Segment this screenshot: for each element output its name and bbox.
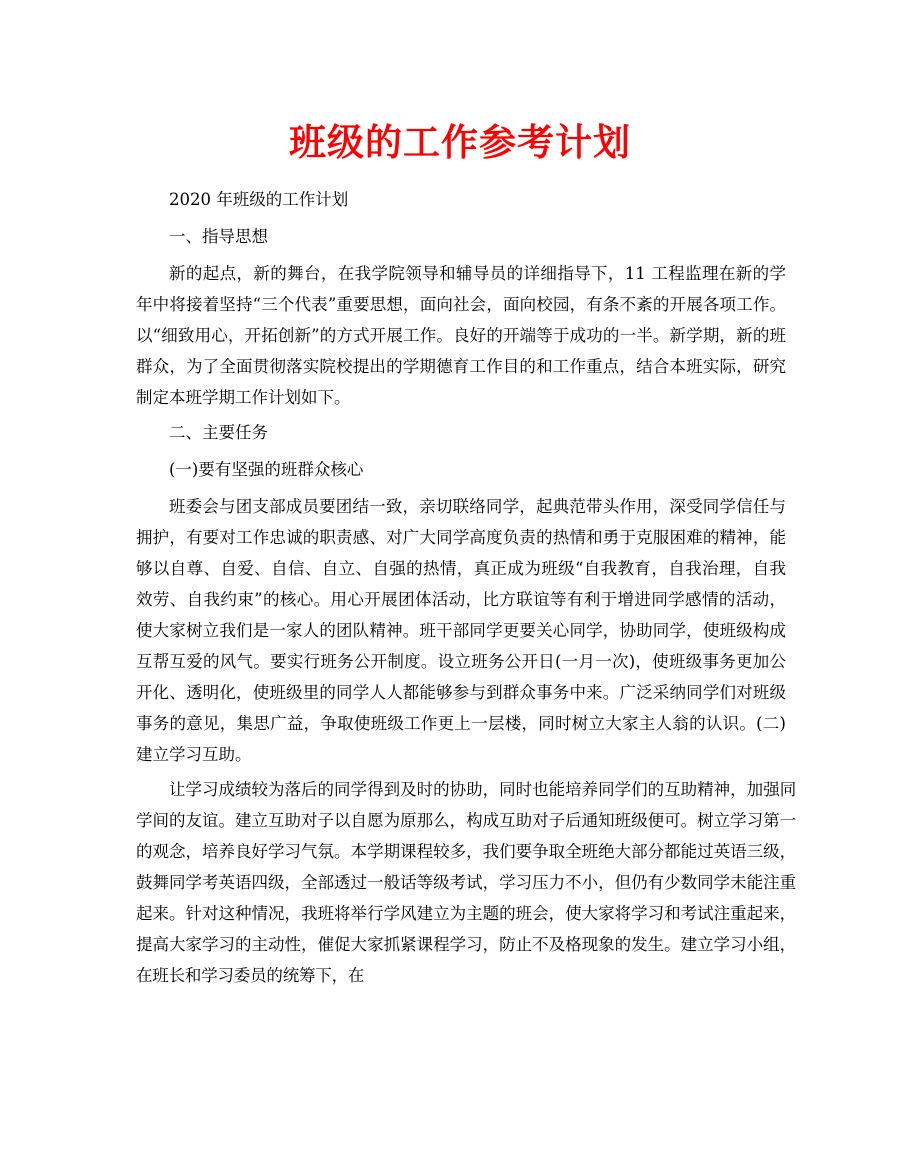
paragraph-study-mutual-aid: 让学习成绩较为落后的同学得到及时的协助，同时也能培养同学们的互助精神，加强同学间的友谊。建立互助对子以自愿为原那么，构成互助对子后通知班级便可。树立学习第一的观念，培养良好学习气氛。本学期课程较多，我们要争取全班绝大部分都能过英语三级，鼓舞同学考英语四级，全部透过一般话等级考试，学习压力不小，但仍有少数同学未能注重起来。针对这种情况，我班将举行学风建立为主题的班会，使大家将学习和考试注重起来，提高大家学习的主动性，催促大家抓紧课程学习，防止不及格现象的发生。建立学习小组，在班长和学习委员的统筹下，在 xyxy=(136,780,796,985)
section-heading-2: 二、主要任务 xyxy=(169,423,268,442)
paragraph-subtitle: 2020 年班级的工作计划 xyxy=(169,190,349,209)
paragraph-guiding-thought: 新的起点，新的舞台，在我学院领导和辅导员的详细指导下，11 工程监理在新的学年中将接着坚持“三个代表”重要思想，面向社会，面向校园，有条不紊的开展各项工作。以“细致用心，开拓创新”的方式开展工作。良好的开端等于成功的一半。新学期，新的班群众，为了全面贯彻落实院校提出的学期德育工作目的和工作重点，结合本班实际，研究制定本班学期工作计划如下。 xyxy=(136,264,786,407)
section-heading-1: 一、指导思想 xyxy=(169,227,268,246)
paragraph-class-core: 班委会与团支部成员要团结一致，亲切联络同学，起典范带头作用，深受同学信任与拥护，有要对工作忠诚的职责感、对广大同学高度负责的热情和勇于克服困难的精神，能够以自尊、自爱、自信、自立、自强的热情，真正成为班级“自我教育，自我治理，自我效劳、自我约束”的核心。用心开展团体活动，比方联谊等有利于增进同学感情的活动，使大家树立我们是一家人的团队精神。班干部同学更要关心同学，协助同学，使班级构成互帮互爱的风气。要实行班务公开制度。设立班务公开日(一月一次)，使班级事务更加公开化、透明化，使班级里的同学人人都能够参与到群众事务中来。广泛采纳同学们对班级事务的意见，集思广益，争取使班级工作更上一层楼，同时树立大家主人翁的认识。(二)建立学习互助。 xyxy=(136,497,786,764)
subsection-heading-1: (一)要有坚强的班群众核心 xyxy=(169,460,364,479)
document-body xyxy=(136,184,796,995)
document-title: 班级的工作参考计划 xyxy=(289,121,631,164)
